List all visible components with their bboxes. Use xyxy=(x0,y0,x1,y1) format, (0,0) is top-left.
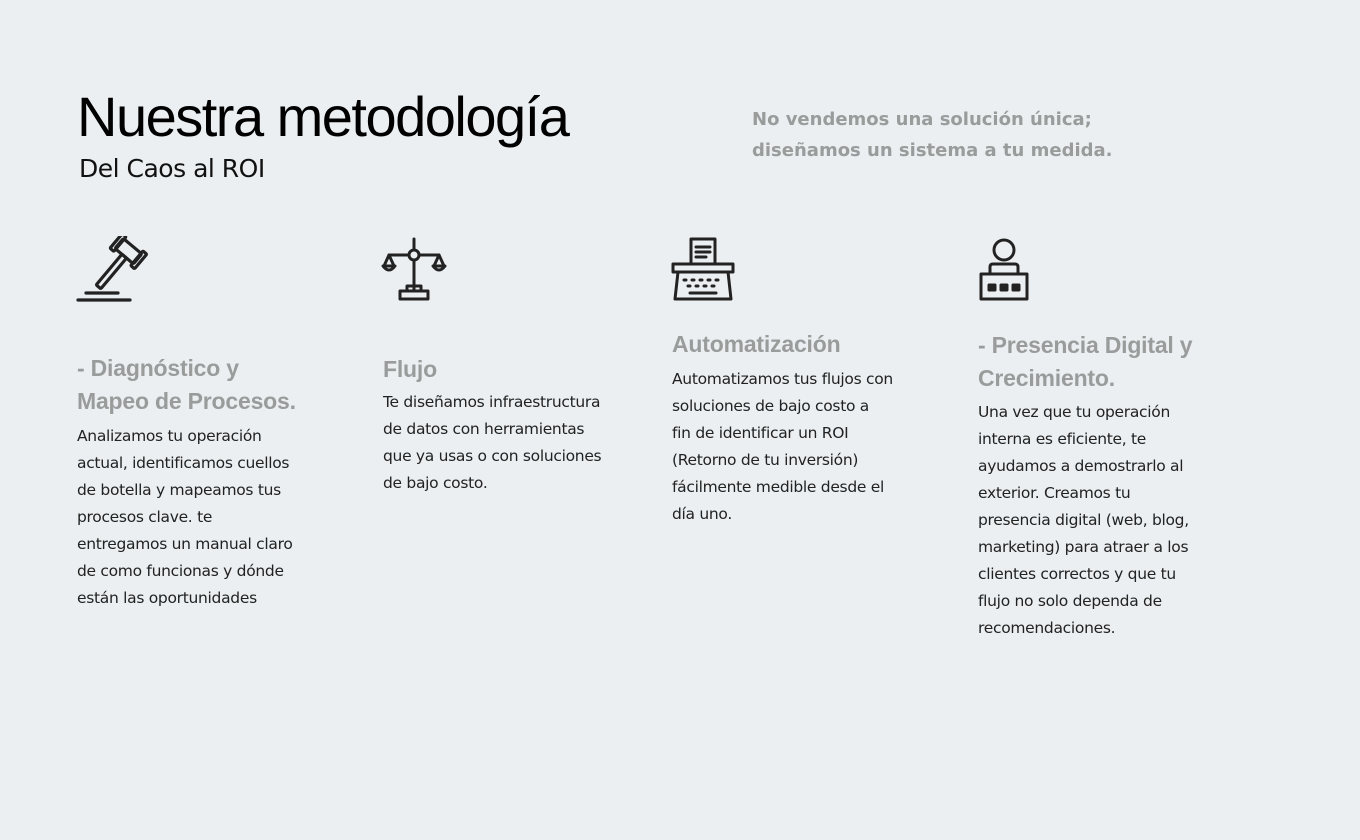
text-line: ayudamos a demostrarlo al xyxy=(978,457,1184,475)
tagline-line: No vendemos una solución única; xyxy=(752,109,1092,130)
text-line: marketing) para atraer a los xyxy=(978,538,1189,556)
text-line: fácilmente medible desde el xyxy=(672,478,884,496)
text-line: día uno. xyxy=(672,505,732,523)
text-line: recomendaciones. xyxy=(978,619,1116,637)
text-line: (Retorno de tu inversión) xyxy=(672,451,859,469)
text-line: interna es eficiente, te xyxy=(978,430,1147,448)
text-line: Te diseñamos infraestructura xyxy=(383,393,601,411)
card-title-presencia xyxy=(978,329,1192,395)
card-title-line: Crecimiento. xyxy=(978,365,1115,391)
text-line: Automatizamos tus flujos con xyxy=(672,370,893,388)
page-title: Nuestra metodología xyxy=(77,85,569,148)
card-text-automatizacion xyxy=(672,366,893,528)
card-text-presencia xyxy=(978,399,1189,642)
card-title-line: Mapeo de Procesos. xyxy=(77,388,296,414)
text-line: de botella y mapeamos tus xyxy=(77,481,281,499)
text-line: de bajo costo. xyxy=(383,474,488,492)
card-title-line: - Diagnóstico y xyxy=(77,355,239,381)
scales-icon xyxy=(381,236,449,304)
card-title-line: - Presencia Digital y xyxy=(978,332,1193,358)
card-title-diagnostico xyxy=(77,352,296,418)
card-text-diagnostico xyxy=(77,423,293,612)
tagline-line: diseñamos un sistema a tu medida. xyxy=(752,140,1113,161)
text-line: Una vez que tu operación xyxy=(978,403,1170,421)
typewriter-icon xyxy=(670,236,738,304)
person-at-desk-icon xyxy=(977,236,1033,304)
card-title-automatizacion: Automatización xyxy=(672,331,841,357)
card-text-flujo xyxy=(383,389,601,497)
card-title-flujo: Flujo xyxy=(383,356,437,382)
text-line: actual, identificamos cuellos xyxy=(77,454,290,472)
text-line: están las oportunidades xyxy=(77,589,257,607)
text-line: presencia digital (web, blog, xyxy=(978,511,1189,529)
text-line: clientes correctos y que tu xyxy=(978,565,1176,583)
text-line: que ya usas o con soluciones xyxy=(383,447,602,465)
text-line: entregamos un manual claro xyxy=(77,535,293,553)
text-line: procesos clave. te xyxy=(77,508,213,526)
text-line: fin de identificar un ROI xyxy=(672,424,849,442)
text-line: de datos con herramientas xyxy=(383,420,585,438)
tagline xyxy=(752,104,1172,166)
text-line: exterior. Creamos tu xyxy=(978,484,1131,502)
gavel-icon xyxy=(76,236,166,304)
text-line: soluciones de bajo costo a xyxy=(672,397,869,415)
text-line: Analizamos tu operación xyxy=(77,427,262,445)
text-line: de como funcionas y dónde xyxy=(77,562,284,580)
page-subtitle: Del Caos al ROI xyxy=(79,154,265,183)
text-line: flujo no solo dependa de xyxy=(978,592,1162,610)
